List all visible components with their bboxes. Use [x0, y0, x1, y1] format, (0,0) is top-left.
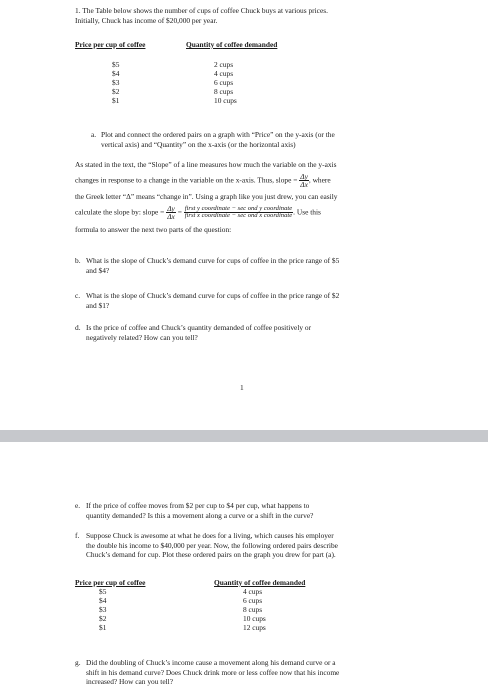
question-b-label: b. — [75, 256, 81, 265]
table1-quantity-column — [214, 60, 237, 105]
table2-quantity-header: Quantity of coffee demanded — [214, 578, 306, 587]
table2-price-cell: $1 — [99, 623, 107, 632]
intro-line-1: 1. The Table below shows the number of cups of coffee Chuck buys at various prices. — [75, 6, 328, 15]
table1-price-cell: $3 — [112, 78, 120, 87]
question-a-line-1: Plot and connect the ordered pairs on a graph with “Price” on the y-axis (or the — [101, 130, 335, 139]
question-e-line-1: If the price of coffee moves from $2 per cup to $4 per cup, what happens to — [86, 501, 310, 510]
table1-quantity-cell: 10 cups — [214, 96, 237, 105]
table1-price-header: Price per cup of coffee — [75, 40, 146, 49]
slope-line-4-text: calculate the slope by: slope = — [75, 207, 165, 217]
table1-price-cell: $1 — [112, 96, 120, 105]
question-b — [75, 256, 425, 278]
question-d — [75, 323, 425, 345]
question-g-line-2: shift in his demand curve? Does Chuck drink more or less coffee now that his income — [86, 667, 340, 677]
table2-price-header: Price per cup of coffee — [75, 578, 146, 587]
slope-line-3: the Greek letter “Δ” means “change in”. Using a graph like you just drew, you can easily — [75, 192, 338, 201]
question-e-line-2: quantity demanded? Is this a movement along a curve or a shift in the curve? — [86, 510, 314, 520]
table1-quantity-cell: 4 cups — [214, 69, 234, 78]
slope-line-4 — [75, 205, 425, 225]
table1-quantity-cell: 2 cups — [214, 60, 234, 69]
question-a-label: a. — [91, 130, 97, 139]
table1-price-cell: $2 — [112, 87, 120, 96]
question-c-label: c. — [75, 291, 81, 300]
question-b-line-1: What is the slope of Chuck’s demand curve for cups of coffee in the price range of $5 — [86, 256, 340, 265]
delta-fraction-numerator: Δy — [167, 204, 175, 213]
slope-line-2 — [75, 173, 425, 192]
question-f-line-1: Suppose Chuck is awesome at what he does for a living, which causes his employer — [86, 531, 334, 540]
equals-sign: = — [177, 207, 182, 217]
table2-quantity-cell: 4 cups — [243, 587, 263, 596]
slope-fraction-denominator: Δx — [300, 180, 308, 190]
question-g-label: g. — [75, 658, 81, 667]
page-number: 1 — [240, 383, 244, 392]
question-f — [75, 531, 435, 563]
slope-line-5: formula to answer the next two parts of the question: — [75, 225, 232, 234]
slope-fraction-numerator: Δy — [300, 172, 308, 181]
question-e — [75, 501, 425, 523]
question-c — [75, 291, 425, 313]
coordinate-fraction-denominator: first x coordinate − sec ond x coordinate — [184, 212, 293, 220]
table2-price-cell: $2 — [99, 614, 107, 623]
coordinate-fraction-numerator: first y coordinate − sec ond y coordinate — [184, 204, 293, 212]
question-c-line-1: What is the slope of Chuck’s demand curve for cups of coffee in the price range of $2 — [86, 291, 340, 300]
question-a-line-2: vertical axis) and “Quantity” on the x-axis (or the horizontal axis) — [101, 139, 296, 149]
question-g — [75, 658, 435, 690]
table2-quantity-cell: 6 cups — [243, 596, 263, 605]
question-e-label: e. — [75, 501, 81, 510]
question-b-line-2: and $4? — [86, 265, 110, 275]
worksheet-page-2 — [0, 442, 488, 700]
slope-delta-fraction — [166, 205, 176, 221]
question-f-line-2: the double his income to $40,000 per year. Now, the following ordered pairs describe — [86, 540, 338, 550]
coordinate-fraction — [184, 206, 293, 220]
question-a — [91, 130, 421, 152]
slope-line-2-tail: , where — [308, 175, 331, 185]
table1-quantity-cell: 8 cups — [214, 87, 234, 96]
table2-quantity-column — [243, 587, 266, 632]
table1-price-cell: $4 — [112, 69, 120, 78]
table2-price-column — [99, 587, 106, 632]
table1-price-cell: $5 — [112, 60, 120, 69]
table1-price-column — [112, 60, 119, 105]
question-g-line-3: increased? How can you tell? — [86, 677, 174, 687]
table2-quantity-cell: 10 cups — [243, 614, 266, 623]
intro-line-2: Initially, Chuck has income of $20,000 per year. — [75, 15, 218, 25]
slope-fraction — [299, 173, 309, 189]
table2-quantity-cell: 8 cups — [243, 605, 263, 614]
question-d-label: d. — [75, 323, 81, 332]
question-f-line-3: Chuck’s demand for cup. Plot these ordered pairs on the graph you drew for part (a). — [86, 550, 336, 560]
delta-fraction-denominator: Δx — [167, 212, 175, 222]
slope-line-4-tail: . Use this — [293, 207, 321, 217]
table1-quantity-header: Quantity of coffee demanded — [186, 40, 278, 49]
table2-price-cell: $4 — [99, 596, 107, 605]
question-d-line-1: Is the price of coffee and Chuck’s quantity demanded of coffee positively or — [86, 323, 312, 332]
slope-line-1: As stated in the text, the “Slope” of a line measures how much the variable on the y-axis — [75, 160, 337, 169]
question-f-label: f. — [75, 531, 80, 540]
page-separator — [0, 430, 488, 442]
table2-price-cell: $5 — [99, 587, 107, 596]
slope-line-2-text: changes in response to a change in the variable on the x-axis. Thus, slope = — [75, 175, 298, 185]
question-c-line-2: and $1? — [86, 300, 110, 310]
table2-price-cell: $3 — [99, 605, 107, 614]
slope-explanation — [75, 160, 425, 235]
question-g-line-1: Did the doubling of Chuck’s income cause a movement along his demand curve or a — [86, 658, 336, 667]
problem-intro — [75, 6, 328, 25]
table2-quantity-cell: 12 cups — [243, 623, 266, 632]
table1-quantity-cell: 6 cups — [214, 78, 234, 87]
question-d-line-2: negatively related? How can you tell? — [86, 332, 198, 342]
